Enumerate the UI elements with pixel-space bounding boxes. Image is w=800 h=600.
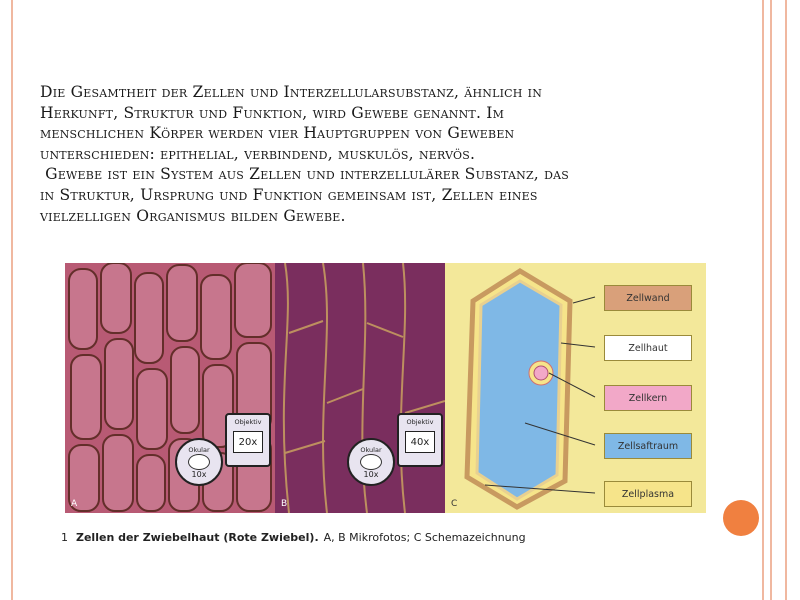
ocular-label: Okular <box>188 445 210 454</box>
accent-circle <box>723 500 759 536</box>
label-zellsaftraum: Zellsaftraum <box>604 433 692 459</box>
panel-letter: B <box>281 499 288 509</box>
micrograph-b <box>275 263 445 513</box>
label-zellhaut: Zellhaut <box>604 335 692 361</box>
text-line: menschlichen Körper werden vier Hauptgruppen von Geweben <box>40 124 515 143</box>
label-zellwand: Zellwand <box>604 285 692 311</box>
objective-magnification: 40x <box>405 431 435 453</box>
lens-icon <box>360 454 382 470</box>
ocular-label: Okular <box>360 445 382 454</box>
cell-pattern-a <box>65 263 275 513</box>
onion-cell-figure <box>55 243 707 555</box>
objective-badge <box>225 413 271 467</box>
objective-label: Objektiv <box>234 418 262 426</box>
decorative-stripe-right-1 <box>762 0 764 600</box>
objective-label: Objektiv <box>406 418 434 426</box>
label-zellplasma: Zellplasma <box>604 481 692 507</box>
text-line: Gewebe ist ein System aus Zellen und interzellulärer Substanz, das <box>40 165 570 184</box>
micrograph-a <box>65 263 275 513</box>
caption-title: Zellen der Zwiebelhaut (Rote Zwiebel). <box>76 531 319 544</box>
body-text <box>40 82 690 226</box>
text-line: vielzelligen Organismus bilden Gewebe. <box>40 206 346 225</box>
ocular-magnification: 10x <box>191 469 207 479</box>
panel-letter: A <box>71 499 78 509</box>
objective-badge <box>397 413 443 467</box>
ocular-magnification: 10x <box>363 469 379 479</box>
panel-letter: C <box>451 499 458 509</box>
label-zellkern: Zellkern <box>604 385 692 411</box>
cell-schematic-c <box>445 263 706 513</box>
text-line: Herkunft, Struktur und Funktion, wird Gewebe genannt. Im <box>40 103 505 122</box>
text-line: in Struktur, Ursprung und Funktion gemeinsam ist, Zellen eines <box>40 185 538 204</box>
objective-magnification: 20x <box>233 431 263 453</box>
decorative-stripe-right-2 <box>770 0 772 600</box>
ocular-badge <box>175 438 223 486</box>
ocular-badge <box>347 438 395 486</box>
text-line: Die Gesamtheit der Zellen und Interzellularsubstanz, ähnlich in <box>40 83 543 101</box>
caption-number: 1 <box>61 531 68 544</box>
caption-details: A, B Mikrofotos; C Schemazeichnung <box>323 531 526 544</box>
text-line: unterschieden: epithelial, verbindend, muskulös, nervös. <box>40 144 476 163</box>
lens-icon <box>188 454 210 470</box>
decorative-stripe-right-3 <box>785 0 787 600</box>
decorative-stripe-left <box>11 0 13 600</box>
figure-caption <box>61 531 526 544</box>
